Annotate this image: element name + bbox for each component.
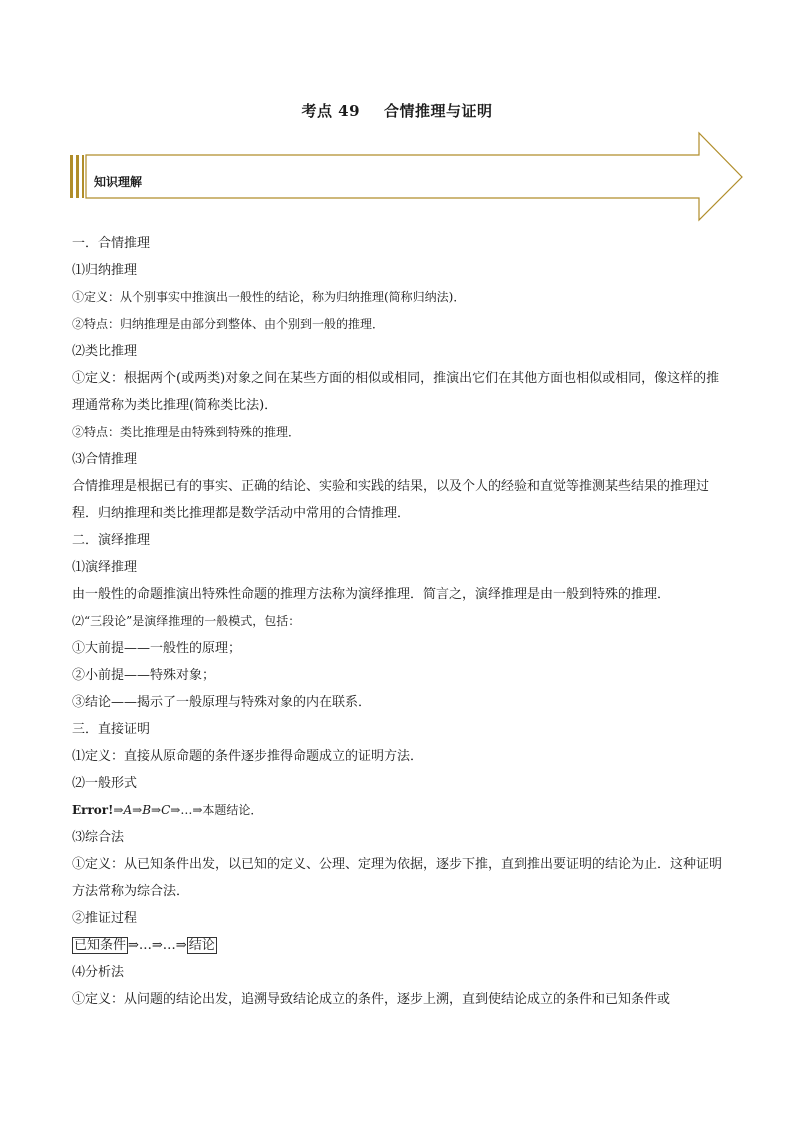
- page-title: [0, 100, 794, 121]
- title-text: 合情推理与证明: [384, 102, 493, 120]
- conclusion-box: 结论: [188, 938, 215, 953]
- text-line: 由一般性的命题推演出特殊性命题的推理方法称为演绎推理．简言之，演绎推理是由一般到特殊的推理．: [72, 587, 671, 602]
- formula-error: Error!: [72, 803, 114, 817]
- subheading: ⑷分析法: [72, 965, 125, 980]
- subheading: ⑶合情推理: [72, 452, 138, 467]
- text-line: ①大前提——一般性的原理；: [72, 641, 242, 656]
- known-condition-box: 已知条件: [74, 938, 127, 953]
- text-line: ③结论——揭示了一般原理与特殊对象的内在联系．: [72, 695, 372, 710]
- subheading: ⑵一般形式: [72, 776, 138, 791]
- title-number: 考点 49: [301, 102, 361, 120]
- formula-a: A: [123, 803, 133, 817]
- subheading: ⑴演绎推理: [72, 560, 138, 575]
- text-line: ②特点：归纳推理是由部分到整体、由个别到一般的推理．: [72, 317, 385, 331]
- arrow-banner-icon: [70, 130, 746, 224]
- banner-label: 知识理解: [94, 175, 143, 189]
- document-body: [72, 230, 727, 1013]
- text-line: ⑴定义：直接从原命题的条件逐步推得命题成立的证明方法．: [72, 749, 424, 764]
- text-line: ①定义：从问题的结论出发，追溯导致结论成立的条件，逐步上溯，直到使结论成立的条件和已知条件或: [72, 992, 671, 1007]
- paragraph: ①定义：从已知条件出发，以已知的定义、公理、定理为依据，逐步下推，直到推出要证明的结论为止．这种证明方法常称为综合法．: [72, 857, 723, 899]
- process-arrows: ⇒…⇒…⇒: [128, 938, 187, 953]
- proof-process: [72, 932, 727, 959]
- subheading: ⑴归纳推理: [72, 263, 138, 278]
- heading-3: 三．直接证明: [72, 722, 151, 737]
- text-line: ②推证过程: [72, 911, 138, 926]
- heading-1: 一．合情推理: [72, 236, 151, 251]
- subheading: ⑶综合法: [72, 830, 125, 845]
- heading-2: 二．演绎推理: [72, 533, 151, 548]
- section-banner: [70, 130, 746, 224]
- paragraph: ①定义：根据两个(或两类)对象之间在某些方面的相似或相同，推演出它们在其他方面也相似或相同，像这样的推理通常称为类比推理(简称类比法)．: [72, 371, 720, 413]
- paragraph: 合情推理是根据已有的事实、正确的结论、实验和实践的结果，以及个人的经验和直觉等推测某些结果的推理过程．归纳推理和类比推理都是数学活动中常用的合情推理．: [72, 479, 710, 521]
- text-line: ②小前提——特殊对象；: [72, 668, 216, 683]
- subheading: ⑵类比推理: [72, 344, 138, 359]
- text-line: ⑵“三段论”是演绎推理的一般模式，包括：: [72, 614, 301, 628]
- formula-c: C: [161, 803, 171, 817]
- formula-b: B: [142, 803, 152, 817]
- text-line: ①定义：从个别事实中推演出一般性的结论，称为归纳推理(简称归纳法)．: [72, 290, 466, 304]
- general-form-formula: Error!⇒A⇒B⇒C⇒…⇒本题结论．: [72, 803, 263, 817]
- text-line: ②特点：类比推理是由特殊到特殊的推理．: [72, 425, 301, 439]
